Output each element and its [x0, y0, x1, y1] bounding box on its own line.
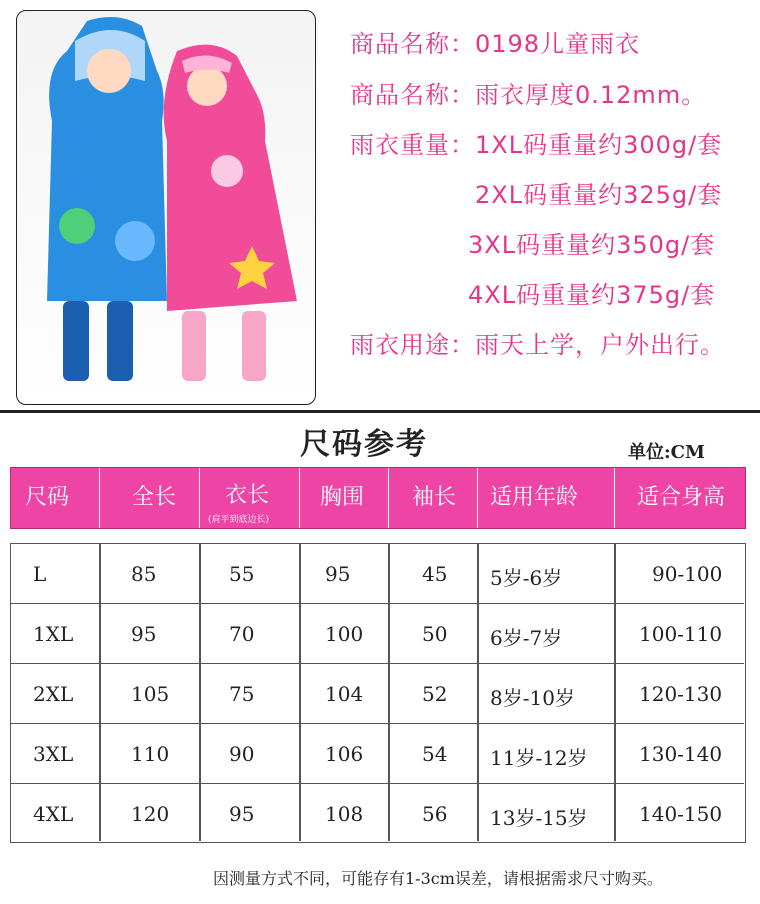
size-chart-title: 尺码参考 — [300, 427, 428, 462]
cell-sleeve: 45 — [422, 562, 448, 586]
cell-size: 1XL — [33, 622, 74, 646]
spec-weight-2xl: 2XL码重量约325g/套 — [475, 181, 723, 209]
cell-full-length: 95 — [131, 622, 157, 646]
table-row — [11, 784, 744, 844]
cell-chest: 95 — [325, 562, 351, 586]
cell-age: 13岁-15岁 — [490, 806, 588, 830]
spec-weight-1xl: 雨衣重量：1XL码重量约300g/套 — [350, 131, 723, 159]
cell-age: 6岁-7岁 — [490, 626, 563, 650]
table-row — [11, 724, 744, 784]
cell-coat-length: 55 — [229, 562, 255, 586]
cell-age: 11岁-12岁 — [490, 746, 588, 770]
cell-full-length: 120 — [131, 802, 170, 826]
cell-full-length: 110 — [131, 742, 170, 766]
cell-full-length: 105 — [131, 682, 170, 706]
cell-sleeve: 50 — [422, 622, 448, 646]
cell-height: 120-130 — [639, 682, 723, 706]
header-full-length-label: 全长 — [132, 485, 177, 510]
size-table — [10, 543, 746, 843]
section-divider — [0, 410, 760, 413]
header-size — [11, 468, 100, 528]
spec-usage: 雨衣用途：雨天上学，户外出行。 — [350, 331, 725, 359]
header-age-label: 适用年龄 — [490, 485, 579, 510]
cell-size: L — [33, 562, 47, 586]
cell-coat-length: 70 — [229, 622, 255, 646]
cell-coat-length: 75 — [229, 682, 255, 706]
cell-sleeve: 52 — [422, 682, 448, 706]
table-row — [11, 664, 744, 724]
header-sleeve-label: 袖长 — [412, 485, 457, 510]
cell-chest: 108 — [325, 802, 364, 826]
size-table-header — [10, 467, 746, 529]
blue-raincoat-figure — [47, 17, 167, 381]
cell-chest: 104 — [325, 682, 364, 706]
cell-height: 130-140 — [639, 742, 723, 766]
header-height-label: 适合身高 — [637, 485, 726, 510]
cell-size: 2XL — [33, 682, 74, 706]
header-height — [615, 468, 745, 528]
header-age — [478, 468, 615, 528]
cell-sleeve: 54 — [422, 742, 448, 766]
cell-chest: 106 — [325, 742, 364, 766]
cell-full-length: 85 — [131, 562, 157, 586]
table-row — [11, 604, 744, 664]
cell-coat-length: 95 — [229, 802, 255, 826]
cell-chest: 100 — [325, 622, 364, 646]
spec-weight-4xl: 4XL码重量约375g/套 — [468, 281, 716, 309]
header-coat-length — [200, 468, 300, 528]
cell-sleeve: 56 — [422, 802, 448, 826]
cell-size: 3XL — [33, 742, 74, 766]
kids-raincoat-illustration — [17, 11, 315, 404]
header-chest-label: 胸围 — [320, 485, 365, 510]
cell-height: 100-110 — [639, 622, 723, 646]
header-coat-length-label: 衣长 — [225, 483, 270, 508]
measurement-note: 因测量方式不同，可能存有1-3cm误差，请根据需求尺寸购买。 — [213, 869, 663, 888]
header-coat-length-note: (肩平到底边长) — [208, 515, 270, 525]
size-chart-unit: 单位:CM — [628, 442, 705, 463]
cell-height: 90-100 — [652, 562, 723, 586]
cell-age: 8岁-10岁 — [490, 686, 575, 710]
spec-thickness: 商品名称：雨衣厚度0.12mm。 — [350, 81, 707, 109]
header-full-length — [100, 468, 200, 528]
pink-raincoat-figure — [164, 45, 297, 381]
cell-coat-length: 90 — [229, 742, 255, 766]
cell-size: 4XL — [33, 802, 74, 826]
product-photo — [16, 10, 316, 405]
table-row — [11, 544, 744, 604]
spec-product-name: 商品名称：0198儿童雨衣 — [350, 30, 641, 58]
cell-height: 140-150 — [639, 802, 723, 826]
cell-age: 5岁-6岁 — [490, 566, 563, 590]
header-sleeve — [389, 468, 478, 528]
header-chest — [300, 468, 389, 528]
spec-weight-3xl: 3XL码重量约350g/套 — [468, 231, 716, 259]
header-size-label: 尺码 — [25, 485, 70, 510]
